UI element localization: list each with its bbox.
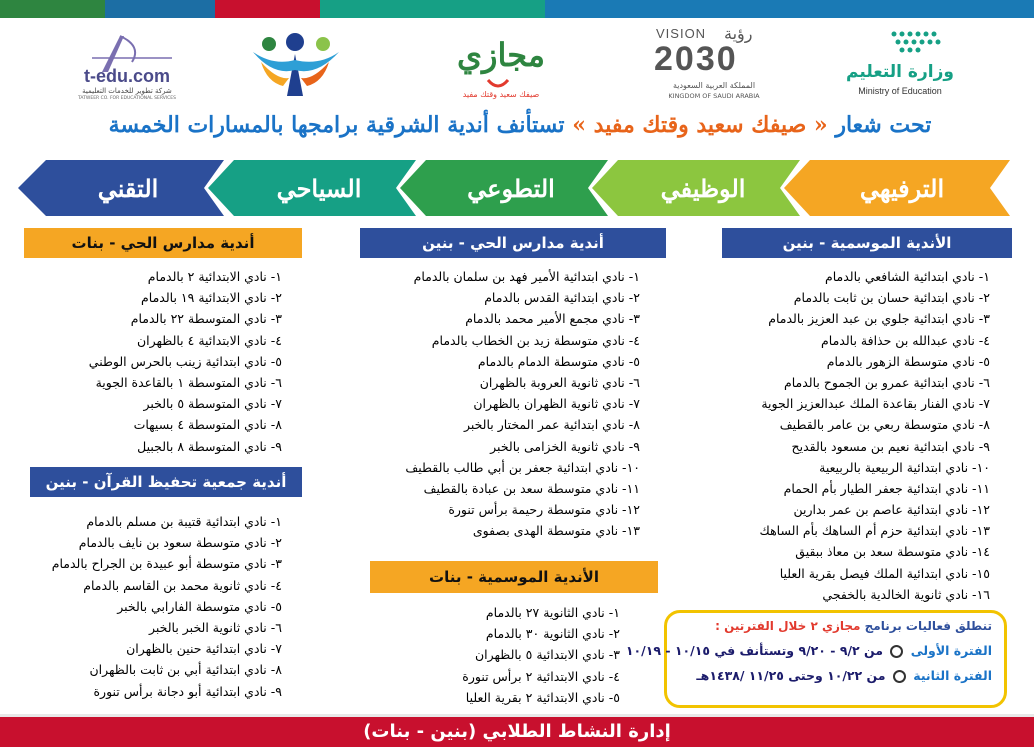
students-figure-icon [243,26,347,106]
vision-title-ar: رؤية [724,24,753,43]
top-color-stripes [0,0,1034,18]
footer-text: إدارة النشاط الطلابي (بنين - بنات) [363,721,671,742]
track-career: الوظيفي [660,173,746,203]
list-item: ٥- نادي متوسطة الدمام بالدمام [477,353,640,369]
schedule-intro-line [679,619,992,633]
list-item: ٤- نادي متوسطة زيد بن الخطاب بالدمام [431,332,640,348]
list-item: ١٢- نادي متوسطة رحيمة برأس تنورة [448,502,640,518]
seasonal-girls-header: الأندية الموسمية - بنات [370,561,658,593]
list-item: ٢- نادي متوسطة سعود بن نايف بالدمام [78,535,282,551]
list-item: ٢- نادي الثانوية ٣٠ بالدمام [485,626,620,642]
track-volunteer: التطوعي [467,173,555,203]
slogan [20,112,1020,148]
slogan-quote: « صيفك سعيد وقتك مفيد » [572,112,828,138]
moe-dots-icon [888,28,968,58]
list-item: ٢- نادي ابتدائية حسان بن ثابت بالدمام [793,290,990,306]
list-item: ٧- نادي الفنار بقاعدة الملك عبدالعزيز الجوية [761,396,990,412]
list-item: ٦- نادي ابتدائية عمرو بن الجموح بالدمام [783,374,990,390]
quran-boys-list [20,511,282,702]
list-item: ٢- نادي ابتدائية القدس بالدمام [484,290,640,306]
majazi-name: مجازي [456,36,546,74]
list-item: ٥- نادي متوسطة الفارابي بالخبر [117,598,282,614]
list-item: ٣- نادي الابتدائية ٥ بالظهران [475,647,620,663]
list-item: ١٤- نادي متوسطة سعد بن معاذ ببقيق [795,544,990,560]
list-item: ٧- نادي المتوسطة ٥ بالخبر [143,396,282,412]
footer-bar [0,717,1034,747]
schedule-intro: تنطلق فعاليات برنامج [864,619,992,633]
list-item: ٩- نادي المتوسطة ٨ بالجبيل [137,438,282,454]
moe-name-ar: وزارة التعليم [846,62,954,82]
clock-icon [893,670,906,683]
list-item: ١٠- نادي ابتدائية الربيعية بالربيعية [819,459,990,475]
moe-name-en: Ministry of Education [858,86,942,96]
stripe-blue [105,0,215,18]
slogan-after: تستأنف أندية الشرقية برامجها بالمسارات الخمسة [108,112,565,138]
clock-icon [890,645,903,658]
list-item: ٥- نادي ابتدائية زينب بالحرس الوطني [88,353,282,369]
stripe-teal [320,0,545,18]
tedu-tagline: TATWEER CO. FOR EDUCATIONAL SERVICES [78,96,176,101]
list-item: ٨- نادي ابتدائية عمر المختار بالخبر [463,417,640,433]
neighborhood-girls-list [20,266,282,457]
seasonal-boys-list [700,266,990,605]
majazi-logo [446,32,556,102]
list-item: ١- نادي ابتدائية قتيبة بن مسلم بالدمام [86,514,282,529]
list-item: ٣- نادي متوسطة أبو عبيدة بن الجراح بالدمام [51,556,282,572]
list-item: ١٢- نادي ابتدائية عاصم بن عمر بدارين [793,502,990,518]
list-item: ٩- نادي ابتدائية أبو دجانة برأس تنورة [93,683,282,699]
list-item: ١- نادي ابتدائية الأمير فهد بن سلمان بالدمام [413,269,640,284]
list-item: ١١- نادي ابتدائية جعفر الطيار بأم الحمام [783,480,990,496]
tedu-logo [72,32,182,102]
quran-boys-header: أندية جمعية تحفيظ القرآن - بنين [30,467,302,497]
list-item: ٨- نادي ابتدائية أبي بن ثابت بالظهران [89,662,282,678]
tedu-name: t-edu.com [83,66,170,86]
students-figure-logo [243,26,347,106]
list-item: ٧- نادي ابتدائية حنين بالظهران [126,641,282,657]
seasonal-boys-header: الأندية الموسمية - بنين [722,228,1012,258]
moe-logo [840,26,960,106]
list-item: ١- نادي ابتدائية الشافعي بالدمام [824,269,990,284]
list-item: ١٦- نادي ثانوية الخالدية بالخفجي [822,586,990,602]
period-1-text: من ٩/٢ - ٩/٢٠ وتستأنف في ١٠/١٥ - ١٠/١٩ [625,643,883,658]
list-item: ١- نادي الابتدائية ٢ بالدمام [147,269,282,284]
list-item: ٤- نادي الابتدائية ٤ بالظهران [137,332,282,348]
vision-country-en: KINGDOM OF SAUDI ARABIA [668,92,760,100]
tedu-subtitle: شركة تطوير للخدمات التعليمية [82,87,172,95]
list-item: ٤- نادي الابتدائية ٢ برأس تنورة [462,668,620,684]
list-item: ١٣- نادي متوسطة الهدى بصفوى [472,523,640,539]
list-item: ١٥- نادي ابتدائية الملك فيصل بقرية العليا [779,565,990,581]
list-item: ٦- نادي ثانوية الخبر بالخبر [148,619,282,635]
list-item: ٩- نادي ابتدائية نعيم بن مسعود بالقديح [791,438,990,454]
list-item: ١- نادي الثانوية ٢٧ بالدمام [485,605,620,620]
list-item: ٥- نادي الابتدائية ٢ بقرية العليا [465,689,620,705]
list-item: ٣- نادي مجمع الأمير محمد بالدمام [465,311,640,327]
list-item: ٣- نادي ابتدائية جلوي بن عبد العزيز بالدمام [768,311,990,327]
track-entertainment: الترفيهي [859,173,945,203]
vision-country-ar: المملكة العربية السعودية [672,81,756,90]
majazi-tagline: صيفك سعيد وقتك مفيد [462,90,540,99]
period-1-label: الفترة الأولى [910,643,992,658]
list-item: ٦- نادي المتوسطة ١ بالقاعدة الجوية [95,374,282,390]
neighborhood-girls-header: أندية مدارس الحي - بنات [24,228,302,258]
neighborhood-boys-header: أندية مدارس الحي - بنين [360,228,666,258]
period-2-text: من ١٠/٢٢ وحتى ١١/٢٥ /١٤٣٨هـ [696,668,886,683]
track-tourism: السياحي [276,173,362,203]
tracks-bar [18,160,1010,216]
list-item: ٤- نادي ثانوية محمد بن القاسم بالدمام [83,577,282,593]
period-2-label: الفترة الثانية [913,668,992,683]
stripe-green [0,0,105,18]
list-item: ١٠- نادي ابتدائية جعفر بن أبي طالب بالقطيف [405,459,640,475]
schedule-period-1 [625,643,992,658]
list-item: ١١- نادي متوسطة سعد بن عبادة بالقطيف [423,480,640,496]
list-item: ٩- نادي ثانوية الخزامى بالخبر [490,438,640,454]
list-item: ٨- نادي المتوسطة ٤ بسيهات [133,417,282,433]
list-item: ٨- نادي متوسطة ربعي بن عامر بالقطيف [779,417,990,433]
stripe-lightblue [545,0,1034,18]
schedule-brand: مجازي ٢ [810,619,861,633]
list-item: ٥- نادي متوسطة الزهور بالدمام [826,353,990,369]
neighborhood-boys-list [350,266,640,541]
logos-row [0,18,1034,110]
list-item: ٦- نادي ثانوية العروبة بالظهران [479,374,640,390]
track-technical: التقني [97,173,159,203]
vision-title-en: VISION [656,26,707,41]
schedule-period-2 [679,668,992,683]
stripe-red [215,0,320,18]
list-item: ٧- نادي ثانوية الظهران بالظهران [473,396,640,412]
list-item: ٣- نادي المتوسطة ٢٢ بالدمام [130,311,282,327]
schedule-box [625,610,1007,708]
schedule-intro-tail: خلال الفترتين : [715,619,807,633]
vision-year: 2030 [654,40,738,78]
list-item: ٢- نادي الابتدائية ١٩ بالدمام [141,290,282,306]
slogan-before: تحت شعار [835,112,932,138]
seasonal-girls-list [400,602,620,708]
list-item: ٤- نادي عبدالله بن حذافة بالدمام [821,332,990,348]
list-item: ١٣- نادي ابتدائية حزم أم الساهك بأم الساهك [759,523,990,539]
vision-2030-logo [650,26,778,106]
